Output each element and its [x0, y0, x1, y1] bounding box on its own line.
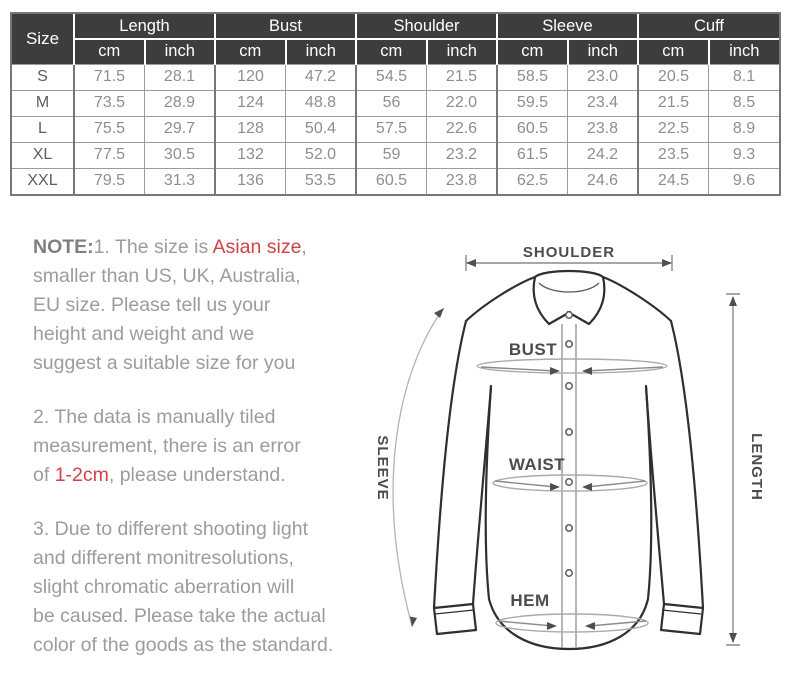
cell: 21.5: [427, 64, 498, 90]
shirt-collar-top: [535, 271, 603, 277]
shirt-collar-left-wing: [534, 277, 570, 324]
bust-arrow-lines: [481, 367, 663, 371]
shirt-right-sleeve-outer: [671, 321, 703, 608]
cell: 124: [215, 90, 286, 116]
cell: 53.5: [286, 168, 357, 194]
button: [566, 570, 572, 576]
shirt-buttons: [566, 312, 572, 576]
note-2: [33, 403, 333, 490]
note-text: 1. The size is: [93, 236, 213, 258]
cell: 60.5: [356, 168, 427, 194]
bust-arrowhead-right: [582, 367, 592, 375]
cell: 59: [356, 142, 427, 168]
waist-label: WAIST: [508, 455, 566, 474]
cell: 23.4: [568, 90, 639, 116]
button: [566, 341, 572, 347]
cell: 23.2: [427, 142, 498, 168]
note-text: EU size. Please tell us your: [33, 294, 271, 316]
measure-ellipses: [477, 359, 667, 632]
button: [566, 479, 572, 485]
shirt-left-sleeve-outer: [434, 321, 466, 608]
cell: 31.3: [145, 168, 216, 194]
length-arrowhead-bottom: [729, 633, 737, 643]
cell: 9.3: [709, 142, 780, 168]
note-1: [33, 233, 333, 378]
note-text: be caused. Please take the actual: [33, 605, 326, 627]
group-header-shoulder: Shoulder: [356, 14, 497, 39]
table-row-m: [12, 90, 779, 116]
cell: 136: [215, 168, 286, 194]
unit-header: inch: [568, 39, 639, 64]
cell: 9.6: [709, 168, 780, 194]
cell: 128: [215, 116, 286, 142]
cell: 24.5: [638, 168, 709, 194]
bust-label: BUST: [508, 340, 558, 359]
highlight-asian-size: Asian size: [212, 236, 302, 258]
button: [566, 429, 572, 435]
cell: 50.4: [286, 116, 357, 142]
cell: 58.5: [497, 64, 568, 90]
table-row-s: [12, 64, 779, 90]
unit-header: inch: [709, 39, 780, 64]
note-text: 3. Due to different shooting light: [33, 518, 308, 540]
length-label: LENGTH: [748, 433, 765, 501]
cell: 77.5: [74, 142, 145, 168]
hem-arrowhead-left: [547, 622, 557, 630]
cell: 52.0: [286, 142, 357, 168]
bust-ellipse: [477, 359, 667, 373]
unit-header: inch: [286, 39, 357, 64]
cell: 21.5: [638, 90, 709, 116]
shoulder-label: SHOULDER: [522, 244, 616, 261]
unit-header: cm: [215, 39, 286, 64]
sleeve-arrowhead-bottom: [410, 617, 417, 628]
group-header-cuff: Cuff: [638, 14, 779, 39]
cell: 48.8: [286, 90, 357, 116]
cell: 20.5: [638, 64, 709, 90]
shoulder-arrowhead-right: [662, 259, 672, 267]
shoulder-arrowhead-left: [466, 259, 476, 267]
cell: 22.5: [638, 116, 709, 142]
button: [566, 383, 572, 389]
shirt-outline: [434, 271, 703, 649]
size-label: XXL: [12, 168, 74, 194]
shirt-left-shoulder: [466, 277, 535, 321]
cell: 8.9: [709, 116, 780, 142]
sleeve-arrowhead-top: [434, 308, 444, 318]
cell: 23.5: [638, 142, 709, 168]
size-label: M: [12, 90, 74, 116]
cell: 57.5: [356, 116, 427, 142]
size-table-container: [10, 12, 781, 196]
waist-arrowhead-left: [550, 483, 560, 491]
sleeve-label: SLEEVE: [374, 435, 391, 501]
unit-header: cm: [356, 39, 427, 64]
cell: 79.5: [74, 168, 145, 194]
size-column-header: Size: [12, 14, 74, 64]
unit-header: inch: [427, 39, 498, 64]
length-measure-line: [726, 294, 740, 645]
note-text: measurement, there is an error: [33, 435, 301, 457]
shirt-left-cuff: [434, 604, 476, 634]
cell: 61.5: [497, 142, 568, 168]
cell: 8.5: [709, 90, 780, 116]
shirt-back-neck-seam: [539, 283, 599, 292]
size-label: XL: [12, 142, 74, 168]
cell: 56: [356, 90, 427, 116]
cell: 62.5: [497, 168, 568, 194]
cell: 22.0: [427, 90, 498, 116]
shirt-measurement-diagram: [352, 228, 790, 692]
size-label: S: [12, 64, 74, 90]
bust-arrowhead-left: [550, 367, 560, 375]
cell: 54.5: [356, 64, 427, 90]
cell: 47.2: [286, 64, 357, 90]
note-text: suggest a suitable size for you: [33, 352, 296, 374]
button: [566, 525, 572, 531]
shirt-collar-right-wing: [568, 277, 604, 324]
table-row-l: [12, 116, 779, 142]
note-text: ,: [301, 236, 307, 258]
cell: 28.1: [145, 64, 216, 90]
hem-arrow-lines: [498, 621, 646, 626]
cell: 28.9: [145, 90, 216, 116]
unit-header: cm: [74, 39, 145, 64]
hem-label: HEM: [510, 591, 550, 610]
cell: 71.5: [74, 64, 145, 90]
cell: 60.5: [497, 116, 568, 142]
table-row-xl: [12, 142, 779, 168]
cell: 24.6: [568, 168, 639, 194]
note-label: NOTE:: [33, 236, 94, 258]
length-arrowhead-top: [729, 296, 737, 306]
size-table: [12, 14, 779, 194]
unit-header: cm: [497, 39, 568, 64]
cell: 22.6: [427, 116, 498, 142]
note-text: height and weight and we: [33, 323, 255, 345]
cell: 30.5: [145, 142, 216, 168]
note-text: smaller than US, UK, Australia,: [33, 265, 301, 287]
group-header-length: Length: [74, 14, 215, 39]
shirt-right-cuff: [661, 604, 703, 634]
cell: 24.2: [568, 142, 639, 168]
cell: 23.8: [427, 168, 498, 194]
measure-lines: [466, 255, 740, 645]
highlight-error-range: 1-2cm: [54, 464, 109, 486]
cell: 23.0: [568, 64, 639, 90]
note-text: color of the goods as the standard.: [33, 634, 334, 656]
note-text: 2. The data is manually tiled: [33, 406, 276, 428]
unit-header: cm: [638, 39, 709, 64]
hem-arrowhead-right: [585, 622, 595, 630]
note-text: and different monitresolutions,: [33, 547, 294, 569]
note-text: , please understand.: [108, 464, 286, 486]
cell: 75.5: [74, 116, 145, 142]
group-header-bust: Bust: [215, 14, 356, 39]
button: [566, 312, 572, 318]
cell: 29.7: [145, 116, 216, 142]
cell: 132: [215, 142, 286, 168]
shirt-right-shoulder: [603, 277, 671, 321]
cell: 120: [215, 64, 286, 90]
shirt-right-sleeve-inner: [646, 387, 664, 604]
note-text: slight chromatic aberration will: [33, 576, 295, 598]
cell: 59.5: [497, 90, 568, 116]
cell: 8.1: [709, 64, 780, 90]
note-3: [33, 515, 333, 660]
table-row-xxl: [12, 168, 779, 194]
unit-header: inch: [145, 39, 216, 64]
group-header-sleeve: Sleeve: [497, 14, 638, 39]
notes-section: [33, 233, 333, 685]
waist-arrowhead-right: [582, 483, 592, 491]
note-text: of: [33, 464, 55, 486]
cell: 73.5: [74, 90, 145, 116]
arrowheads: [410, 259, 737, 643]
size-label: L: [12, 116, 74, 142]
cell: 23.8: [568, 116, 639, 142]
